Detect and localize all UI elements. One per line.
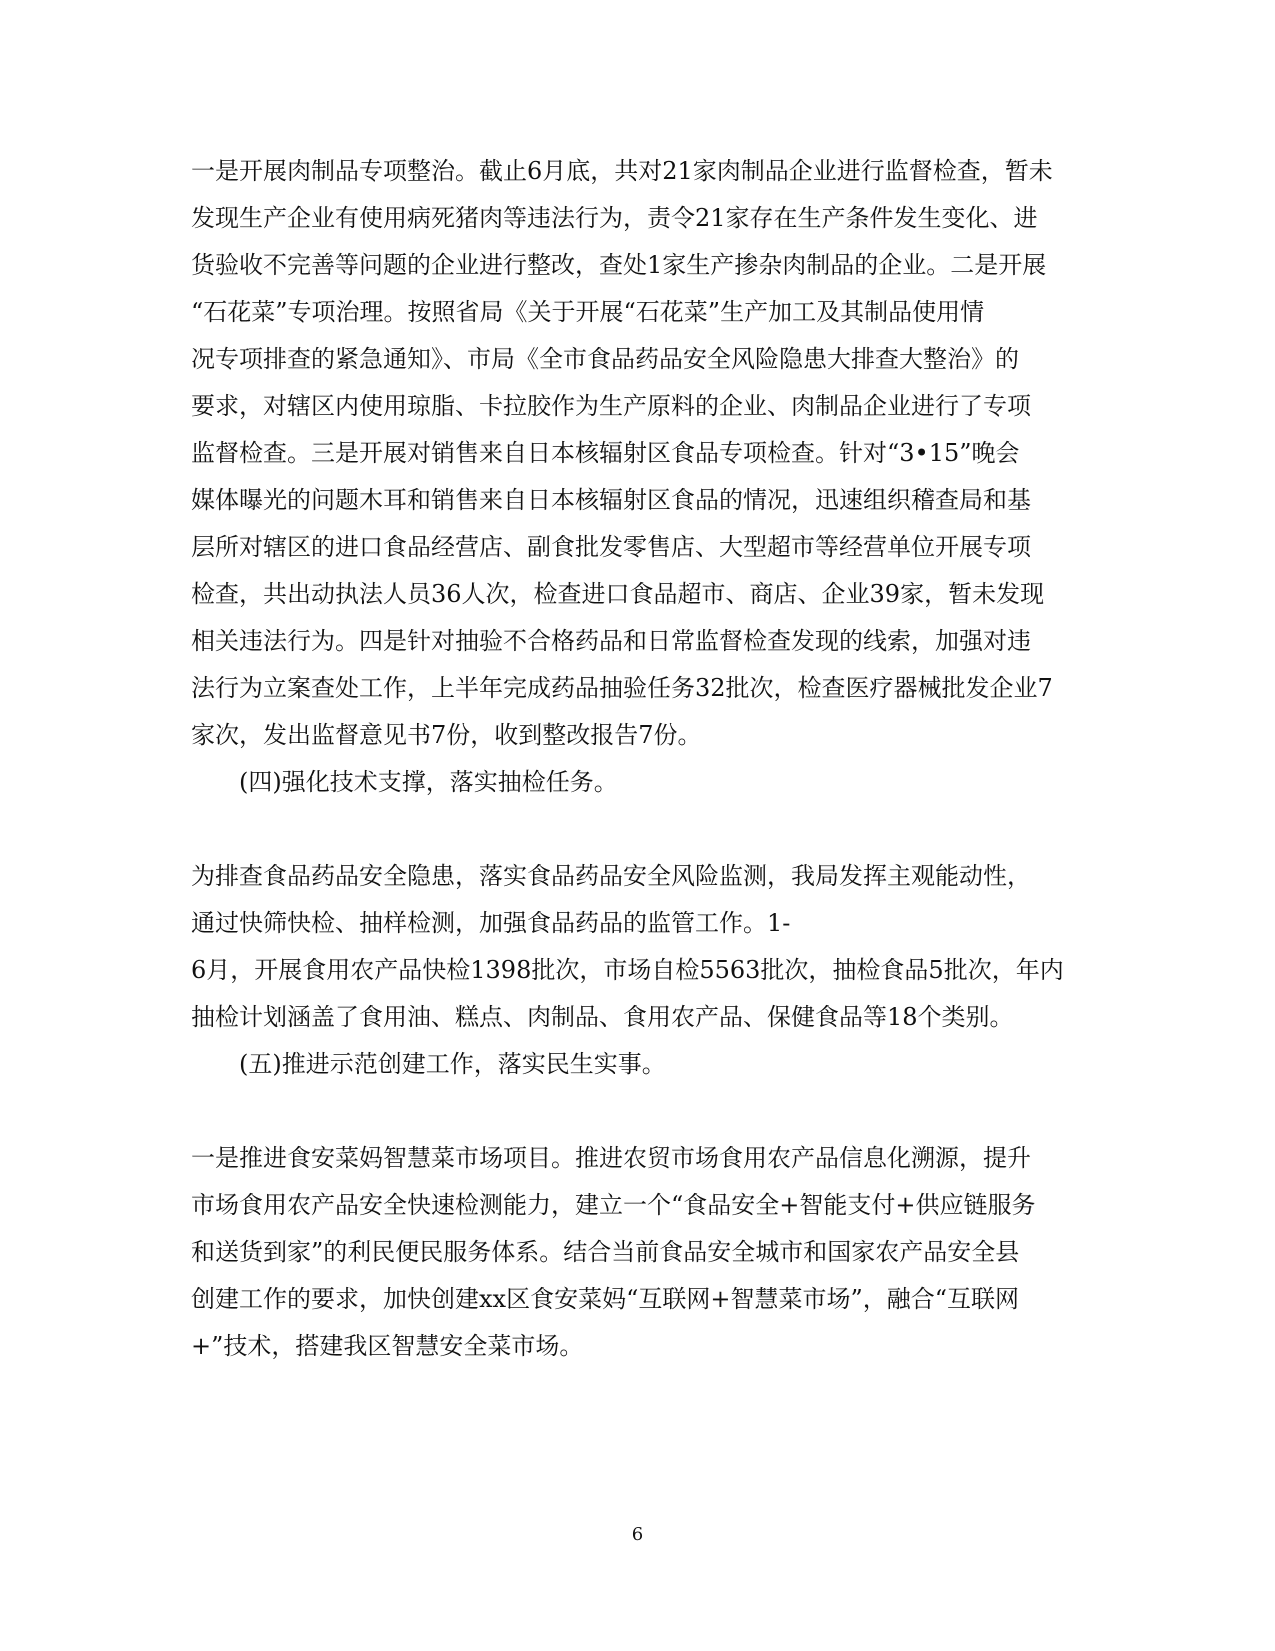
text-line: 一是推进食安菜妈智慧菜市场项目。推进农贸市场食用农产品信息化溯源，提升: [191, 1144, 1031, 1172]
text-line: “石花菜”专项治理。按照省局《关于开展“石花菜”生产加工及其制品使用情: [191, 298, 985, 326]
text-line: 况专项排查的紧急通知》、市局《全市食品药品安全风险隐患大排查大整治》的: [191, 345, 1019, 373]
text-line: 媒体曝光的问题木耳和销售来自日本核辐射区食品的情况，迅速组织稽查局和基: [191, 486, 1031, 514]
document-body: [191, 148, 1081, 1370]
text-line: 货验收不完善等问题的企业进行整改，查处1家生产掺杂肉制品的企业。二是开展: [191, 251, 1047, 279]
paragraph-sampling-inspection: [191, 853, 1081, 1041]
text-line: 相关违法行为。四是针对抽验不合格药品和日常监督检查发现的线索，加强对违: [191, 627, 1031, 655]
text-line: 一是开展肉制品专项整治。截止6月底，共对21家肉制品企业进行监督检查，暂未: [191, 157, 1053, 185]
text-line: 要求，对辖区内使用琼脂、卡拉胶作为生产原料的企业、肉制品企业进行了专项: [191, 392, 1031, 420]
text-line: 6月，开展食用农产品快检1398批次，市场自检5563批次，抽检食品5批次，年内: [191, 956, 1064, 984]
text-line: 抽检计划涵盖了食用油、糕点、肉制品、食用农产品、保健食品等18个类别。: [191, 1003, 1014, 1031]
text-line: 和送货到家”的利民便民服务体系。结合当前食品安全城市和国家农产品安全县: [191, 1238, 1020, 1266]
text-line: 检查，共出动执法人员36人次，检查进口食品超市、商店、企业39家，暂未发现: [191, 580, 1045, 608]
text-line: 市场食用农产品安全快速检测能力，建立一个“食品安全+智能支付+供应链服务: [191, 1191, 1036, 1219]
paragraph-smart-market: [191, 1135, 1081, 1370]
text-line: 为排查食品药品安全隐患，落实食品药品安全风险监测，我局发挥主观能动性，: [191, 862, 1031, 890]
text-line: 监督检查。三是开展对销售来自日本核辐射区食品专项检查。针对“3•15”晚会: [191, 439, 1020, 467]
page-number: 6: [631, 1524, 644, 1545]
section-heading-4: (四)强化技术支撑，落实抽检任务。: [239, 768, 618, 796]
paragraph-spacer: [191, 1088, 1081, 1135]
text-line: 法行为立案查处工作，上半年完成药品抽验任务32批次，检查医疗器械批发企业7: [191, 674, 1053, 702]
text-line: 层所对辖区的进口食品经营店、副食批发零售店、大型超市等经营单位开展专项: [191, 533, 1031, 561]
text-line: 发现生产企业有使用病死猪肉等违法行为，责令21家存在生产条件发生变化、进: [191, 204, 1038, 232]
paragraph-spacer: [191, 806, 1081, 853]
text-line: +”技术，搭建我区智慧安全菜市场。: [191, 1332, 584, 1360]
text-line: 通过快筛快检、抽样检测，加强食品药品的监管工作。1-: [191, 909, 791, 937]
text-line: 家次，发出监督意见书7份，收到整改报告7份。: [191, 721, 702, 749]
paragraph-meat-products-inspection: [191, 148, 1081, 759]
section-heading-5: (五)推进示范创建工作，落实民生实事。: [239, 1050, 666, 1078]
text-line: 创建工作的要求，加快创建xx区食安菜妈“互联网+智慧菜市场”，融合“互联网: [191, 1285, 1019, 1313]
